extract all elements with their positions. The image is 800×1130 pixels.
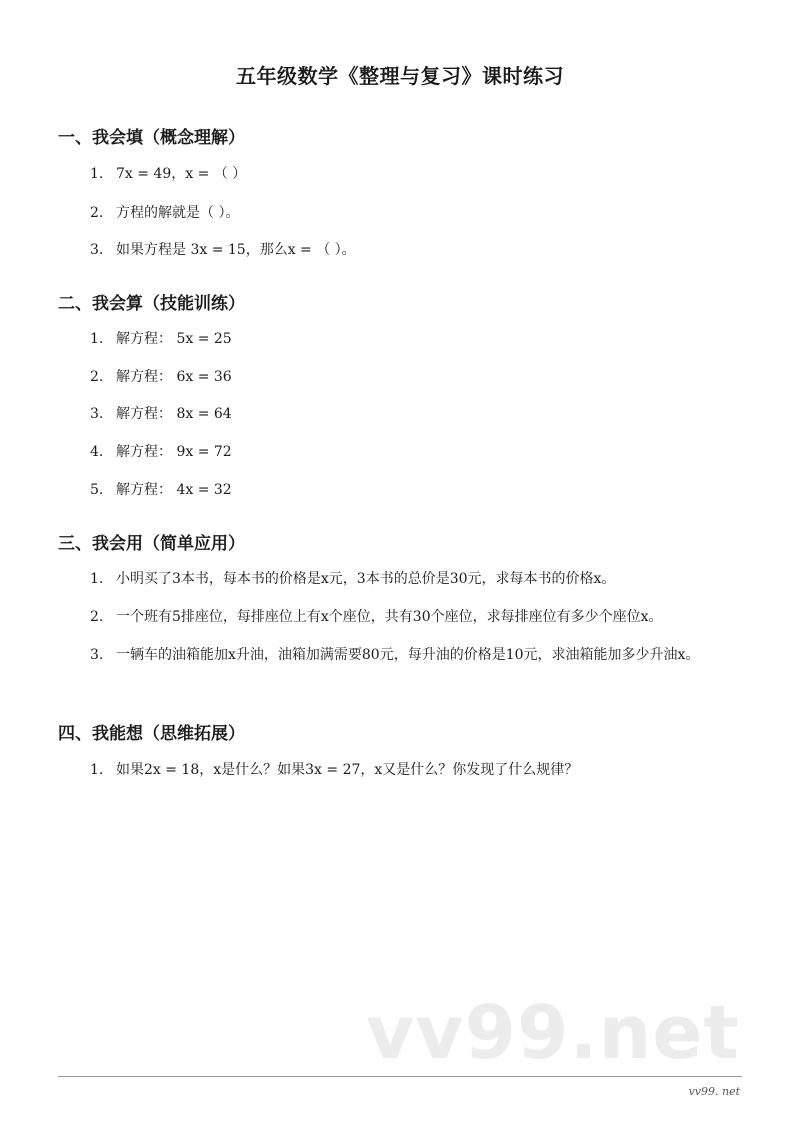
page-title: 五年级数学《整理与复习》课时练习	[236, 64, 564, 88]
question-4-1	[90, 760, 578, 780]
footer-site-label: vv99. net	[688, 1085, 740, 1098]
question-number: 1.	[90, 331, 104, 347]
question-text: 解方程： 9x = 72	[116, 444, 232, 460]
question-text: 解方程： 5x = 25	[116, 331, 232, 347]
question-number: 1.	[90, 762, 104, 778]
question-number: 3.	[90, 242, 104, 258]
question-number: 2.	[90, 609, 104, 625]
question-2-4	[90, 442, 232, 462]
question-2-1	[90, 329, 232, 349]
section-heading-4: 四、我能想（思维拓展）	[58, 724, 245, 744]
watermark: vv99.net	[366, 990, 740, 1076]
question-number: 1.	[90, 571, 104, 587]
question-text: 解方程： 4x = 32	[116, 482, 232, 498]
question-number: 1.	[90, 166, 104, 182]
question-text: 一个班有5排座位，每排座位上有x个座位，共有30个座位，求每排座位有多少个座位x。	[116, 609, 663, 625]
question-text: 如果2x = 18，x是什么？如果3x = 27，x又是什么？你发现了什么规律？	[116, 762, 579, 778]
question-text: 小明买了3本书，每本书的价格是x元，3本书的总价是30元，求每本书的价格x。	[116, 571, 616, 587]
question-text: 解方程： 8x = 64	[116, 406, 232, 422]
question-3-1	[90, 569, 615, 589]
section-heading-2: 二、我会算（技能训练）	[58, 294, 245, 314]
section-heading-1: 一、我会填（概念理解）	[58, 128, 245, 148]
question-text: 一辆车的油箱能加x升油，油箱加满需要80元，每升油的价格是10元，求油箱能加多少升油x。	[116, 647, 700, 663]
question-2-2	[90, 367, 232, 387]
question-3-3	[58, 642, 748, 669]
footer-divider	[58, 1076, 742, 1077]
question-3-2	[90, 607, 663, 627]
question-2-3	[90, 404, 232, 424]
question-2-5	[90, 480, 232, 500]
question-number: 5.	[90, 482, 104, 498]
question-number: 3.	[90, 647, 104, 663]
question-number: 2.	[90, 369, 104, 385]
section-heading-3: 三、我会用（简单应用）	[58, 534, 245, 554]
question-1-3	[90, 240, 356, 260]
question-1-2	[90, 203, 239, 223]
question-number: 4.	[90, 444, 104, 460]
question-text: 7x = 49，x = （ ）	[116, 166, 247, 182]
question-text: 解方程： 6x = 36	[116, 369, 232, 385]
question-1-1	[90, 164, 246, 184]
question-number: 3.	[90, 406, 104, 422]
question-text: 方程的解就是（ ）。	[116, 205, 240, 221]
question-number: 2.	[90, 205, 104, 221]
question-text: 如果方程是 3x = 15，那么x = （ ）。	[116, 242, 356, 258]
